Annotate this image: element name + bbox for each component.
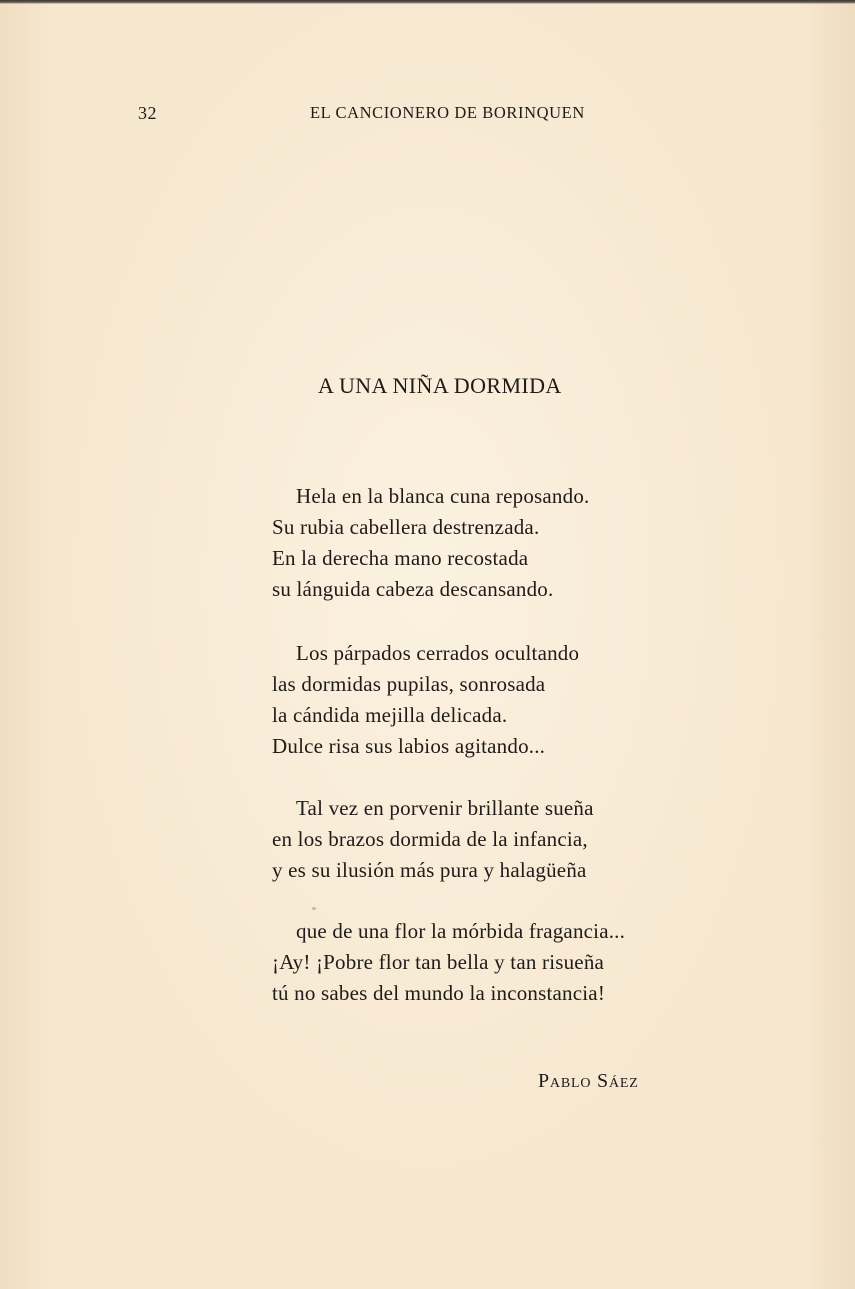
page-top-edge <box>0 0 855 4</box>
poem-line: las dormidas pupilas, sonrosada <box>272 672 546 696</box>
page-number: 32 <box>138 103 157 123</box>
stanza-1 <box>272 481 589 605</box>
poem-line: Su rubia cabellera destrenzada. <box>272 515 540 539</box>
poem-line: que de una flor la mórbida fragancia... <box>296 919 626 943</box>
running-title: EL CANCIONERO DE BORINQUEN <box>310 103 585 122</box>
poem-line: Hela en la blanca cuna reposando. <box>296 484 590 508</box>
stanza-4 <box>272 916 625 1009</box>
poem-title: A UNA NIÑA DORMIDA <box>318 373 562 398</box>
poem-line: Tal vez en porvenir brillante sueña <box>296 796 594 820</box>
poem-author: Pablo Sáez <box>538 1070 639 1092</box>
poem-line: En la derecha mano recostada <box>272 546 529 570</box>
poem-line: y es su ilusión más pura y halagüeña <box>272 858 587 882</box>
stanza-2 <box>272 638 579 762</box>
poem-line: tú no sabes del mundo la inconstancia! <box>272 981 606 1005</box>
poem-line: la cándida mejilla delicada. <box>272 703 508 727</box>
poem-line: Dulce risa sus labios agitando... <box>272 734 546 758</box>
poem-line: su lánguida cabeza descansando. <box>272 577 554 601</box>
poem-line: ¡Ay! ¡Pobre flor tan bella y tan risueña <box>272 950 605 974</box>
stanza-3 <box>272 793 594 886</box>
poem-line: Los párpados cerrados ocultando <box>296 641 580 665</box>
poem-line: en los brazos dormida de la infancia, <box>272 827 588 851</box>
paper-speck <box>312 907 316 910</box>
